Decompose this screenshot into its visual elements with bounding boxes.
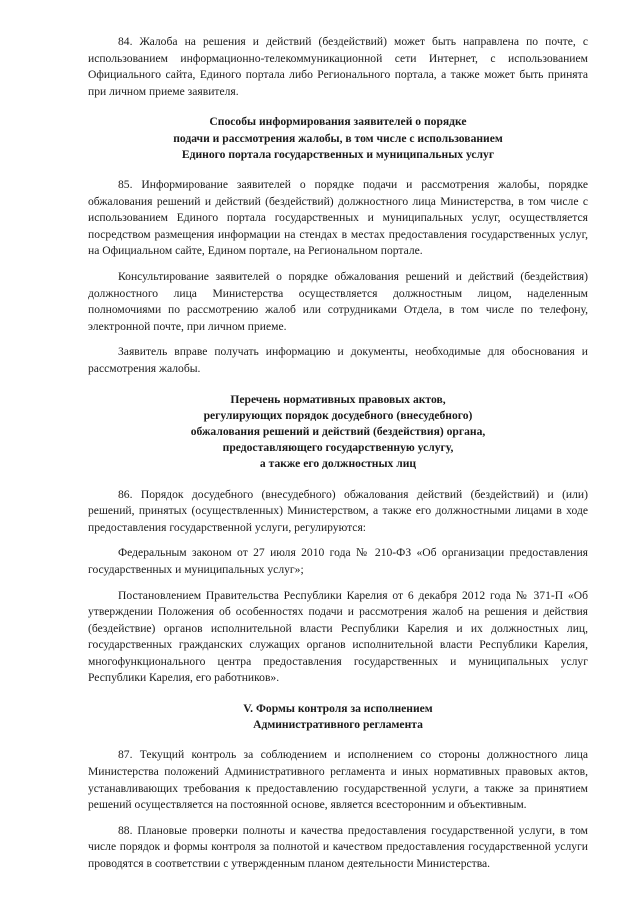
paragraph-88: 88. Плановые проверки полноты и качества предоставления государственной услуги, в том числе порядок и формы контроля за полнотой и качеством предоставления государственной услуги проводятся в соответствии с утвержденным планом деятельности Министерства.	[88, 823, 588, 871]
paragraph-87: 87. Текущий контроль за соблюдением и исполнением со стороны должностного лица Министерства положений Административного регламента и иных нормативных правовых актов, устанавливающих требования к предоставлению государственной услуги, а также за принятием решений осуществляется на постоянной основе, является всесторонним и объективным.	[88, 748, 588, 812]
paragraph-85: 85. Информирование заявителей о порядке подачи и рассмотрения жалобы, порядке обжалования решений и действий (бездействий) должностного лица Министерства, в том числе с использованием Единого портала государственных и муниципальных услуг, осуществляется посредством размещения информации на стендах в местах предоставления государственных услуг, на Официальном сайте, Едином портале, на Региональном портале.	[88, 177, 588, 258]
heading-line: обжалования решений и действий (бездействия) органа,	[190, 424, 486, 438]
heading-line: Единого портала государственных и муниципальных услуг	[181, 147, 495, 161]
heading-line: подачи и рассмотрения жалобы, в том числе с использованием	[173, 131, 503, 145]
heading-informing-methods	[88, 114, 588, 163]
paragraph-86-federal-law: Федеральным законом от 27 июля 2010 года № 210-ФЗ «Об организации предоставления государственных и муниципальных услуг»;	[88, 546, 588, 576]
heading-line: Перечень нормативных правовых актов,	[230, 392, 446, 406]
heading-line: Способы информирования заявителей о порядке	[209, 115, 467, 129]
heading-line: регулирующих порядок досудебного (внесудебного)	[203, 408, 473, 422]
paragraph-85-consulting: Консультирование заявителей о порядке обжалования решений и действий (бездействия) должностного лица Министерства осуществляется должностным лицом, наделенным полномочиями по рассмотрению жалоб или сотрудниками Отдела, в том числе по телефону, электронной почте, при личном приеме.	[88, 269, 588, 333]
paragraph-85-applicant-rights: Заявитель вправе получать информацию и документы, необходимые для обоснования и рассмотрения жалобы.	[88, 345, 588, 375]
heading-line: предоставляющего государственную услугу,	[222, 441, 454, 455]
paragraph-86-resolution: Постановлением Правительства Республики Карелия от 6 декабря 2012 года № 371-П «Об утверждении Положения об особенностях подачи и рассмотрения жалоб на решения и действия (бездействие) органов исполнительной власти Республики Карелия и их должностных лиц, государственных гражданских служащих органов исполнительной власти Республики Карелия, многофункционального центра предоставления государственных и муниципальных услуг Республики Карелия, его работников».	[88, 588, 588, 685]
paragraph-86: 86. Порядок досудебного (внесудебного) обжалования действий (бездействий) и (или) решений, принятых (осуществленных) Министерством, а также его должностными лицами в ходе предоставления государственной услуги, регулируются:	[88, 487, 588, 534]
heading-line: V. Формы контроля за исполнением	[243, 702, 433, 716]
heading-line: а также его должностных лиц	[259, 457, 417, 471]
heading-control-forms	[88, 701, 588, 733]
heading-line: Административного регламента	[253, 718, 423, 732]
heading-legal-acts	[88, 392, 588, 473]
paragraph-84: 84. Жалоба на решения и действий (бездействий) может быть направлена по почте, с использованием информационно-телекоммуникационной сети Интернет, с использованием Официального сайта, Единого портала либо Регионального портала, а также может быть принята при личном приеме заявителя.	[88, 35, 588, 98]
